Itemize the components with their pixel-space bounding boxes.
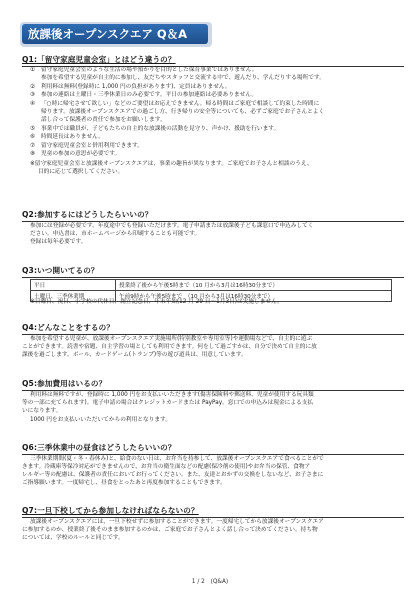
table-cell-time: 午前9時から午後5時まで （10 月から3月は16時30分まで） (116, 291, 392, 302)
q7-heading (22, 505, 404, 518)
q5-line3: いになります。 (22, 408, 62, 414)
list-item: ② 利用料は無料(登録時に 1,000 円の負担があります)、定員はありません。 (30, 83, 231, 90)
q6-line4: ご指導願います。一度帰宅し、昼食をとったあと再度参加することもできます。 (22, 480, 226, 486)
q6-line1: 三季休業期間(夏・冬・春休み)と、給食のない日は、お弁当を持参して、放課後オープンスクエアで食べることがで (30, 456, 324, 462)
list-item: ⑧ 児童の参加の意思が必要です。 (30, 151, 121, 158)
q4-line1: 参加を希望する児童が、放課後オープンスクエア実施場所(特別教室や専用室等)や運動場などで、自主的に遊ぶ (30, 336, 313, 342)
list-item: ⑥ 時間延長はありません。 (30, 134, 104, 141)
q7-line1: 放課後オープンスクエアには、一旦下校せずに参加することができます。一度帰宅してから放課後オープンスクエア (30, 519, 324, 525)
q7-line2: に参加するのか、授業終了後そのまま参加するのかは、ご家庭でお子さんとよく話し合って決めてください。持ち物 (22, 527, 318, 533)
q5-line1: 利用料は無料ですが、登録時に 1,000 円をお支払いいただきます(傷害保険料や郵送料、児童が使用する玩具類 (30, 392, 314, 398)
q4-label: Q4:どんなことをするの？ (22, 323, 115, 332)
q6-heading (22, 442, 404, 455)
q6-label: Q6:三季休業中の昼食はどうしたらいいの？ (22, 443, 176, 452)
q4-line2: ことができます。読書や宿題、自主学習の場としても利用できます。何をして過ごすかは、自分で決めて自主的に放 (22, 344, 317, 350)
q7-label: Q7:一旦下校してから参加しなければならないの？ (22, 506, 199, 515)
list-item: ③ 参加の連絡は土曜日・三季休業日のみ必要です。平日の参加連絡は必要ありません。 (30, 92, 258, 99)
q2-line2: ださい。申込書は、市ホームページから印刷することも可能です。 (30, 231, 201, 237)
q6-line2: きます。冷蔵庫等保冷対応ができませんので、お弁当の衛生面などの配慮(保冷剤の使用)やお弁当の保管、食物ア (22, 464, 311, 470)
list-item: ⑦ 留守家庭児童会室と併用利用できます。 (30, 142, 143, 149)
list-item: 参加を希望する児童が自主的に参加し、友だちやスタッフと交流する中で、遊んだり、学んだりする場所です。 (41, 75, 325, 82)
q5-line4: 1000 円をお支払いいただいてからの利用となります。 (30, 417, 171, 423)
q6-line3: レルギー等の配慮は、保護者の責任においてお行ってください。また、友達とおかずの交換をしないなど、お子さまに (22, 472, 324, 478)
q7-line3: については、学校のルールと同じです。 (22, 535, 124, 541)
q1-note-line1: ※留守家庭児童会室と放課後オープンスクエアは、事業の趣旨が異なります。ご家庭でお子さんと相談のうえ、 (30, 161, 313, 167)
q2-line1: 参加には登録が必要です。年度途中でも登録いただけます。電子申請または放課後子ども課窓口で申込みしてく (30, 223, 314, 229)
q2-heading (22, 209, 404, 222)
q4-line3: 課後を過ごします。ボール、カードゲーム(トランプ)等の遊び道具は、用意しています。 (22, 352, 247, 358)
list-item: ⑤ 事業中では職員が、子どもたちの自主的な放課後の活動を見守り、声かけ、援助を行います。 (30, 125, 280, 132)
q2-line3: 登録は毎年必要です。 (30, 239, 87, 245)
q3-heading (22, 265, 404, 278)
q3-label: Q3:いつ開いてるの？ (22, 266, 99, 275)
list-item: 帰ります。放課後オープンスクエアでの過ごし方、行き帰りの安全等についても、必ずご家庭でお子さんとよく (41, 109, 325, 116)
table-cell-time: 授業終了後から午後5時まで（10 月から3月は16時30分まで） (116, 280, 392, 291)
table-cell-day: 平日 (31, 280, 116, 291)
list-item: ④ 「○時に帰宅させて欲しい」などのご要望はお応えできません。帰る時間はご家庭で相談して約束した時間に (30, 100, 320, 107)
page-footer: 1 / 2 (Q&A) (191, 579, 229, 585)
table-row (31, 280, 392, 291)
q2-label: Q2:参加するにはどうしたらいいの？ (22, 210, 153, 219)
q1-note-line2: 目的に応じて選択してください。 (38, 169, 124, 175)
q5-label: Q5:参加費用はいるの？ (22, 379, 107, 388)
table-cell-day: 土曜日、三季休業期 (31, 291, 116, 302)
list-item: ① 留守家庭児童会室のような生活の場や預かりを目的とした保育事業ではありません。 (30, 67, 258, 73)
q1-label: Q1:「留守家庭児童会室」とはどう違うの？ (22, 55, 176, 64)
q4-heading (22, 322, 404, 335)
page-title: 放課後オープンスクエア Q＆A (22, 24, 208, 44)
list-item: 話し合って保護者の責任で参加をお願いします。 (41, 117, 166, 124)
q5-line2: 等の一部に充てられます)。電子申請の場合はクレジットカードまたは PayPay。窓口での申込みは現金による支払 (22, 400, 314, 406)
q5-heading (22, 378, 404, 391)
q3-note: ※日曜日、祝日、小学校の代休日、創立記念日、年末年始(12 月 29 日～1月3日)は実施しません。 (30, 299, 283, 305)
q1-list (30, 66, 402, 158)
